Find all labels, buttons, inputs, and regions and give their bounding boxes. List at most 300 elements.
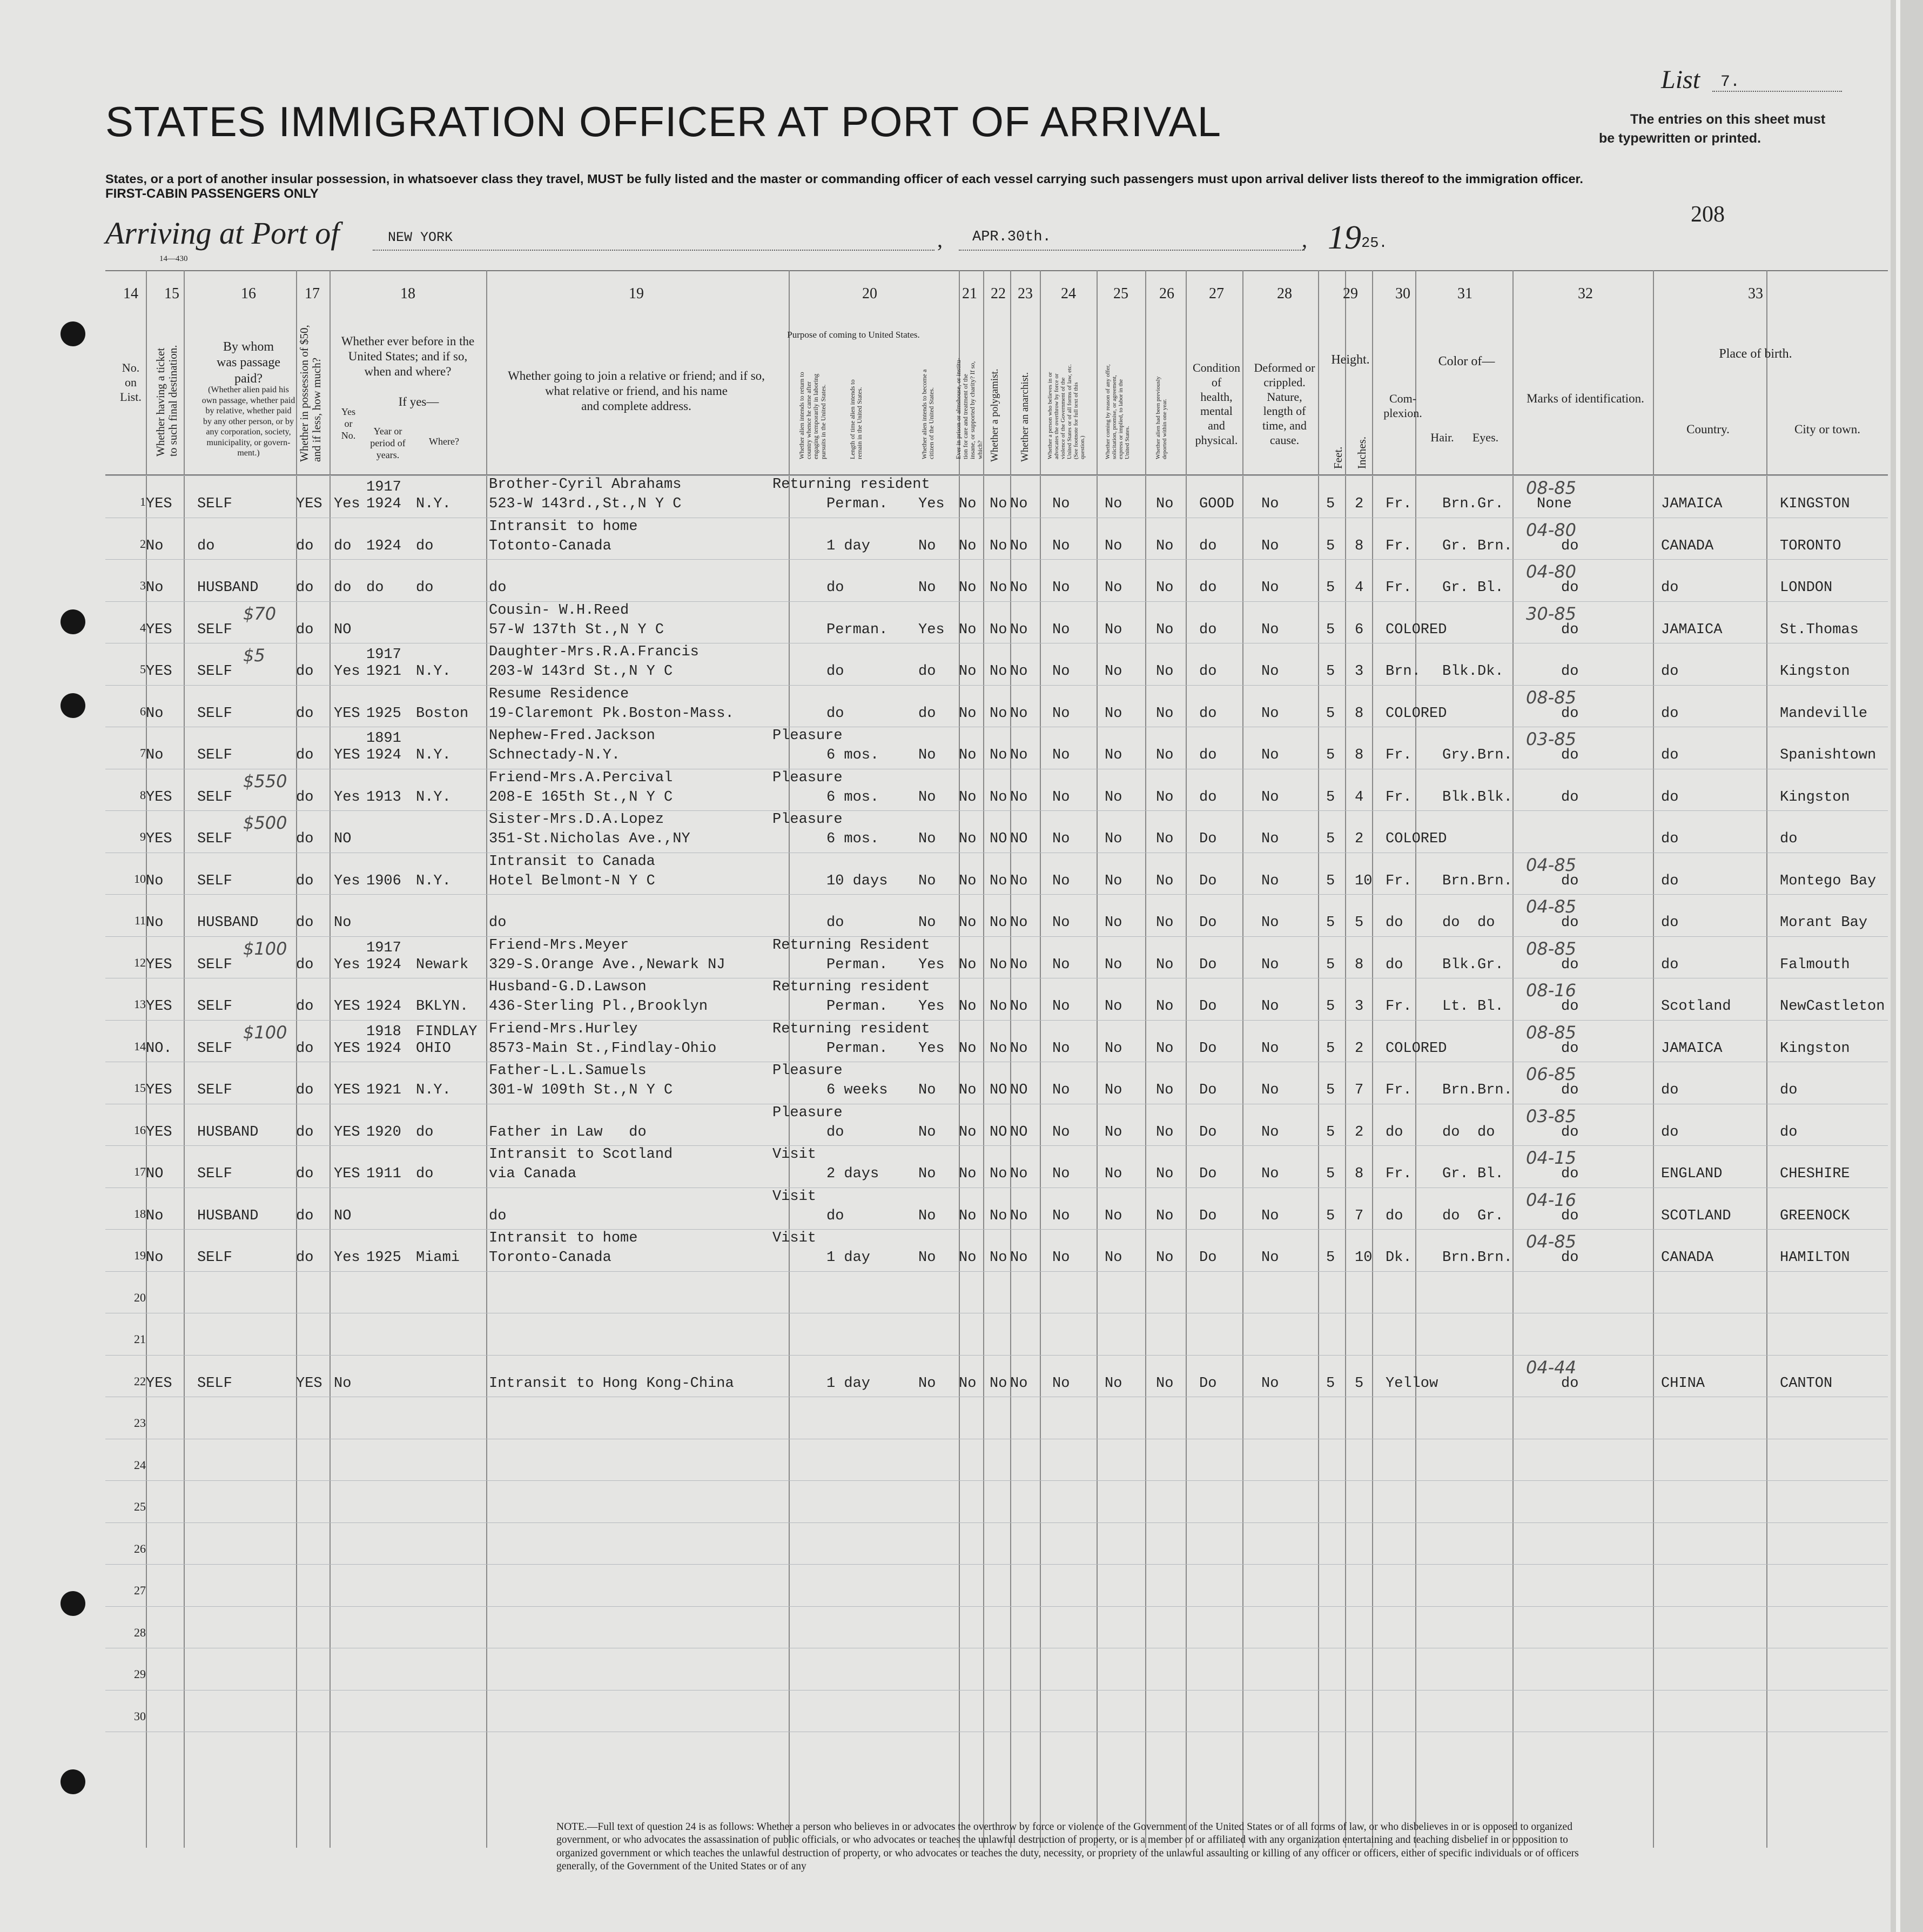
row-number: 18 — [134, 1206, 146, 1220]
handwritten-note: 08-16 — [1526, 980, 1576, 1001]
handwritten-note: $70 — [243, 603, 277, 624]
where-cell: N.Y. — [416, 747, 451, 763]
header-deported: Whether alien had been previously deported within one year. — [1155, 376, 1168, 459]
row-rule — [105, 936, 1888, 937]
polygamist-cell: NO — [990, 1082, 1007, 1098]
handwritten-note: 04-85 — [1526, 896, 1576, 917]
money-cell: do — [296, 1250, 314, 1266]
deported-cell: No — [1156, 1124, 1174, 1141]
money-cell: do — [296, 915, 314, 931]
column-rule — [1318, 270, 1319, 1848]
city-cell: Falmouth — [1780, 956, 1850, 973]
citizen-cell: Yes — [918, 621, 945, 638]
row-number: 11 — [134, 914, 146, 927]
row-number: 14 — [134, 1039, 146, 1053]
country-cell: CANADA — [1661, 538, 1714, 554]
where-cell: do — [416, 1124, 434, 1141]
citizen-cell: No — [918, 915, 936, 931]
city-cell: do — [1780, 1082, 1798, 1098]
ticket-cell: YES — [146, 496, 172, 512]
money-cell: do — [296, 1082, 314, 1098]
height-feet-cell: 5 — [1326, 1208, 1335, 1224]
health-cell: do — [1199, 538, 1217, 554]
relative-address-cell: 19-Claremont Pk.Boston-Mass. — [489, 705, 734, 722]
complexion-cell: COLORED — [1386, 1040, 1447, 1057]
prison-cell: No — [959, 831, 977, 847]
money-cell: do — [296, 998, 314, 1015]
country-cell: do — [1661, 789, 1679, 806]
row-number: 16 — [134, 1123, 146, 1137]
prison-cell: No — [959, 1375, 977, 1392]
height-inches-cell: 2 — [1355, 496, 1364, 512]
relative-address-cell: 329-S.Orange Ave.,Newark NJ — [489, 956, 725, 973]
deported-cell: No — [1156, 663, 1174, 680]
relative-address-cell: 351-St.Nicholas Ave.,NY — [489, 831, 690, 847]
header-eyes: Eyes. — [1472, 431, 1499, 444]
deported-cell: No — [1156, 1040, 1174, 1057]
question-24-cell: No — [1052, 538, 1070, 554]
port-value: NEW YORK — [388, 230, 453, 245]
handwritten-note: 04-15 — [1526, 1148, 1576, 1168]
prison-cell: No — [959, 621, 977, 638]
column-number: 20 — [862, 285, 877, 302]
relative-name-cell: Nephew-Fred.Jackson — [489, 728, 655, 744]
column-number: 30 — [1395, 285, 1410, 302]
punch-hole — [60, 693, 85, 718]
anarchist-cell: No — [1010, 998, 1028, 1015]
column-number: 26 — [1159, 285, 1174, 302]
anarchist-cell: No — [1010, 747, 1028, 763]
marks-cell: do — [1561, 747, 1579, 763]
where-cell: do — [416, 538, 434, 554]
health-cell: Do — [1199, 831, 1217, 847]
labor-offer-cell: No — [1105, 873, 1122, 889]
column-rule — [789, 270, 790, 1848]
polygamist-cell: No — [990, 998, 1007, 1015]
complexion-cell: Brn. — [1386, 663, 1421, 680]
length-of-stay-cell: do — [826, 663, 844, 680]
ever-before-cell: YES — [334, 1124, 360, 1141]
deformed-cell: No — [1261, 496, 1279, 512]
money-cell: YES — [296, 496, 322, 512]
marks-cell: do — [1561, 538, 1579, 554]
anarchist-cell: No — [1010, 580, 1028, 596]
eye-color-cell: Bl. — [1477, 998, 1504, 1015]
typewritten-notice-2: be typewritten or printed. — [1599, 131, 1761, 146]
relative-name-cell: Sister-Mrs.D.A.Lopez — [489, 811, 664, 828]
labor-offer-cell: No — [1105, 496, 1122, 512]
handwritten-note: 06-85 — [1526, 1064, 1576, 1084]
question-24-cell: No — [1052, 915, 1070, 931]
header-intends-return: Whether alien intends to return to country whence he came after engaging temporarily in laboring pursuits in the United States. — [798, 372, 827, 459]
height-inches-cell: 5 — [1355, 915, 1364, 931]
polygamist-cell: No — [990, 1040, 1007, 1057]
question-24-cell: No — [1052, 831, 1070, 847]
citizen-cell: do — [918, 705, 936, 722]
height-feet-cell: 5 — [1326, 663, 1335, 680]
relative-name-cell: Friend-Mrs.A.Percival — [489, 769, 673, 786]
row-rule — [105, 1522, 1888, 1523]
header-feet: Feet. — [1332, 446, 1344, 469]
years-cell: 1911 — [366, 1166, 401, 1182]
deformed-cell: No — [1261, 1375, 1279, 1392]
relative-address-cell: 523-W 143rd.,St.,N Y C — [489, 496, 682, 512]
marks-cell: do — [1561, 1375, 1579, 1392]
city-cell: Spanishtown — [1780, 747, 1877, 763]
polygamist-cell: No — [990, 1208, 1007, 1224]
column-number: 18 — [400, 285, 415, 302]
height-inches-cell: 2 — [1355, 1040, 1364, 1057]
page-edge — [1891, 0, 1923, 1932]
header-length-stay: Length of time alien intends to remain in the United States. — [849, 379, 864, 459]
relative-name-cell: Cousin- W.H.Reed — [489, 602, 629, 619]
length-of-stay-cell: do — [826, 1208, 844, 1224]
marks-cell: do — [1561, 873, 1579, 889]
deformed-cell: No — [1261, 998, 1279, 1015]
length-of-stay-cell: 1 day — [826, 1250, 871, 1266]
row-number: 12 — [134, 955, 146, 969]
year-suffix: 25. — [1361, 236, 1388, 252]
question-24-cell: No — [1052, 1250, 1070, 1266]
header-color-of: Color of— — [1438, 354, 1495, 368]
height-inches-cell: 10 — [1355, 1250, 1373, 1266]
question-24-cell: No — [1052, 747, 1070, 763]
where-cell: N.Y. — [416, 873, 451, 889]
height-inches-cell: 2 — [1355, 1124, 1364, 1141]
row-number: 27 — [134, 1584, 146, 1597]
column-number: 17 — [305, 285, 320, 302]
deported-cell: No — [1156, 1250, 1174, 1266]
handwritten-note: 08-85 — [1526, 687, 1576, 708]
marks-cell: do — [1561, 621, 1579, 638]
typewritten-notice: The entries on this sheet must — [1630, 112, 1826, 127]
header-passage-paid: By whom was passage paid? — [217, 340, 280, 386]
polygamist-cell: No — [990, 538, 1007, 554]
passage-paid-cell: HUSBAND — [197, 915, 259, 931]
anarchist-cell: No — [1010, 789, 1028, 806]
city-cell: Morant Bay — [1780, 915, 1868, 931]
ever-before-cell: NO — [334, 621, 352, 638]
money-cell: do — [296, 1208, 314, 1224]
row-number: 23 — [134, 1416, 146, 1430]
prison-cell: No — [959, 1124, 977, 1141]
citizen-cell: No — [918, 789, 936, 806]
money-cell: do — [296, 538, 314, 554]
handwritten-note: $5 — [243, 645, 265, 666]
prison-cell: No — [959, 873, 977, 889]
column-number: 28 — [1277, 285, 1292, 302]
hair-color-cell: Gry. — [1442, 747, 1477, 763]
ever-before-cell: YES — [334, 705, 360, 722]
relative-address-cell: Father in Law do — [489, 1124, 647, 1141]
question-24-cell: No — [1052, 663, 1070, 680]
prison-cell: No — [959, 1082, 977, 1098]
health-cell: do — [1199, 705, 1217, 722]
header-join-relative: Whether going to join a relative or friend; and if so, what relative or friend, and his name and complete address. — [508, 369, 765, 413]
hair-color-cell: Gr. — [1442, 1166, 1469, 1182]
header-labor-offer: Whether coming by reason of any offer, solicitation, promise, or agreement, express or implied, to labor in the United States. — [1105, 364, 1131, 459]
length-of-stay-cell: Perman. — [826, 956, 888, 973]
health-cell: Do — [1199, 1040, 1217, 1057]
ever-before-cell: Yes — [334, 663, 360, 680]
health-cell: Do — [1199, 1250, 1217, 1266]
relative-address-cell: do — [489, 915, 507, 931]
relative-address-cell: do — [489, 1208, 507, 1224]
eye-color-cell: Brn. — [1477, 873, 1512, 889]
date-dotted-line — [959, 250, 1305, 251]
relative-name-cell: Friend-Mrs.Hurley — [489, 1021, 638, 1037]
country-cell: do — [1661, 747, 1679, 763]
arrival-date: APR.30th. — [972, 229, 1051, 245]
purpose-cell: Visit — [772, 1230, 817, 1246]
question-24-cell: No — [1052, 580, 1070, 596]
passage-paid-cell: SELF — [197, 956, 232, 973]
anarchist-cell: No — [1010, 705, 1028, 722]
country-cell: Scotland — [1661, 998, 1731, 1015]
row-rule — [105, 894, 1888, 895]
row-number: 13 — [134, 997, 146, 1011]
citizen-cell: No — [918, 1250, 936, 1266]
relative-address-cell: 301-W 109th St.,N Y C — [489, 1082, 673, 1098]
deformed-cell: No — [1261, 956, 1279, 973]
money-cell: do — [296, 580, 314, 596]
relative-address-cell: Intransit to Hong Kong-China — [489, 1375, 734, 1392]
deformed-cell: No — [1261, 1040, 1279, 1057]
marks-cell: do — [1561, 1082, 1579, 1098]
row-rule — [105, 1606, 1888, 1607]
labor-offer-cell: No — [1105, 831, 1122, 847]
column-number: 31 — [1457, 285, 1472, 302]
passage-paid-cell: SELF — [197, 1250, 232, 1266]
purpose-cell: Visit — [772, 1146, 817, 1163]
row-number: 25 — [134, 1500, 146, 1513]
deported-cell: No — [1156, 621, 1174, 638]
ticket-cell: No — [146, 915, 164, 931]
hair-color-cell: do — [1442, 915, 1460, 931]
deformed-cell: No — [1261, 580, 1279, 596]
passage-paid-cell: SELF — [197, 663, 232, 680]
prison-cell: No — [959, 496, 977, 512]
header-hair: Hair. — [1430, 431, 1454, 444]
height-inches-cell: 8 — [1355, 956, 1364, 973]
relative-name-cell: Brother-Cyril Abrahams — [489, 477, 682, 493]
ticket-cell: YES — [146, 663, 172, 680]
hair-color-cell: Blk. — [1442, 663, 1477, 680]
citizen-cell: No — [918, 1124, 936, 1141]
purpose-cell: Returning resident — [772, 477, 930, 493]
citizen-cell: do — [918, 663, 936, 680]
deformed-cell: No — [1261, 1124, 1279, 1141]
handwritten-note: 04-16 — [1526, 1189, 1576, 1210]
country-cell: SCOTLAND — [1661, 1208, 1731, 1224]
city-cell: Kingston — [1780, 663, 1850, 680]
row-number: 22 — [134, 1374, 146, 1388]
year-prefix: 19 — [1328, 219, 1361, 256]
height-inches-cell: 4 — [1355, 580, 1364, 596]
years-cell: 1924 — [366, 998, 401, 1015]
ticket-cell: NO. — [146, 1040, 172, 1057]
country-cell: do — [1661, 873, 1679, 889]
column-rule — [1145, 270, 1146, 1848]
deported-cell: No — [1156, 705, 1174, 722]
deformed-cell: No — [1261, 1082, 1279, 1098]
deported-cell: No — [1156, 496, 1174, 512]
relative-address-cell: via Canada — [489, 1166, 577, 1182]
eye-color-cell: Gr. — [1477, 956, 1504, 973]
row-number: 5 — [140, 662, 146, 676]
column-number: 29 — [1343, 285, 1358, 302]
ticket-cell: YES — [146, 956, 172, 973]
header-ever-before: Whether ever before in the United States; and if so, when and where? — [341, 334, 475, 379]
length-of-stay-cell: 6 mos. — [826, 789, 879, 806]
punch-hole — [60, 1591, 85, 1616]
hair-color-cell: Brn. — [1442, 496, 1477, 512]
money-cell: do — [296, 1166, 314, 1182]
relative-address-cell: Hotel Belmont-N Y C — [489, 873, 655, 889]
marks-cell: do — [1561, 705, 1579, 722]
ever-before-cell: Yes — [334, 873, 360, 889]
country-cell: do — [1661, 705, 1679, 722]
column-rule — [1653, 270, 1654, 1848]
where-cell: Boston — [416, 705, 469, 722]
years-cell: 1918 1924 — [366, 1023, 401, 1057]
row-number: 10 — [134, 871, 146, 886]
city-cell: do — [1780, 1124, 1798, 1141]
country-cell: JAMAICA — [1661, 621, 1723, 638]
deported-cell: No — [1156, 998, 1174, 1015]
ever-before-cell: YES — [334, 747, 360, 763]
row-rule — [105, 1480, 1888, 1481]
row-rule — [105, 685, 1888, 686]
polygamist-cell: No — [990, 621, 1007, 638]
years-cell: do — [366, 580, 384, 596]
citizen-cell: Yes — [918, 496, 945, 512]
relative-address-cell: 57-W 137th St.,N Y C — [489, 621, 664, 638]
deformed-cell: No — [1261, 831, 1279, 847]
row-number: 29 — [134, 1667, 146, 1681]
instructions-line: States, or a port of another insular possession, in whatsoever class they travel, MUST be fully listed and the master or commanding officer of each vessel carrying such passengers must upon arrival deliver lists thereof to the immigration officer. — [105, 172, 1583, 186]
deformed-cell: No — [1261, 915, 1279, 931]
hair-color-cell: do — [1442, 1124, 1460, 1141]
money-cell: do — [296, 1124, 314, 1141]
eye-color-cell: do — [1477, 915, 1495, 931]
prison-cell: No — [959, 538, 977, 554]
column-number: 14 — [123, 285, 138, 302]
relative-address-cell: Totonto-Canada — [489, 538, 611, 554]
ever-before-cell: do — [334, 538, 352, 554]
marks-cell: do — [1561, 789, 1579, 806]
deformed-cell: No — [1261, 705, 1279, 722]
eye-color-cell: Brn. — [1477, 1250, 1512, 1266]
page-title: STATES IMMIGRATION OFFICER AT PORT OF ARRIVAL — [105, 98, 1222, 145]
height-feet-cell: 5 — [1326, 1166, 1335, 1182]
prison-cell: No — [959, 998, 977, 1015]
complexion-cell: Fr. — [1386, 873, 1412, 889]
header-height: Height. — [1331, 353, 1370, 367]
years-cell: 1925 — [366, 1250, 401, 1266]
question-24-cell: No — [1052, 1124, 1070, 1141]
city-cell: Kingston — [1780, 1040, 1850, 1057]
ticket-cell: No — [146, 580, 164, 596]
complexion-cell: Fr. — [1386, 1166, 1412, 1182]
deported-cell: No — [1156, 831, 1174, 847]
hair-color-cell: Blk. — [1442, 956, 1477, 973]
passage-paid-cell: HUSBAND — [197, 1208, 259, 1224]
relative-address-cell: 436-Sterling Pl.,Brooklyn — [489, 998, 708, 1015]
health-cell: Do — [1199, 1208, 1217, 1224]
row-number: 7 — [140, 746, 146, 760]
column-number: 24 — [1061, 285, 1076, 302]
header-purpose: Purpose of coming to United States. — [787, 330, 920, 340]
polygamist-cell: No — [990, 789, 1007, 806]
years-cell: 1920 — [366, 1124, 401, 1141]
height-feet-cell: 5 — [1326, 789, 1335, 806]
relative-name-cell: Daughter-Mrs.R.A.Francis — [489, 644, 699, 660]
eye-color-cell: Dk. — [1477, 663, 1504, 680]
deformed-cell: No — [1261, 1250, 1279, 1266]
row-rule — [105, 1355, 1888, 1356]
length-of-stay-cell: 10 days — [826, 873, 888, 889]
prison-cell: No — [959, 747, 977, 763]
deported-cell: No — [1156, 1208, 1174, 1224]
height-feet-cell: 5 — [1326, 1375, 1335, 1392]
comma: , — [1302, 227, 1307, 252]
passage-paid-cell: SELF — [197, 1166, 232, 1182]
header-citizen: Whether alien intends to become a citizen of the United States. — [920, 369, 936, 459]
anarchist-cell: No — [1010, 621, 1028, 638]
where-cell: Miami — [416, 1250, 460, 1266]
anarchist-cell: No — [1010, 663, 1028, 680]
anarchist-cell: No — [1010, 1250, 1028, 1266]
length-of-stay-cell: do — [826, 1124, 844, 1141]
relative-name-cell: Father-L.L.Samuels — [489, 1063, 647, 1079]
deformed-cell: No — [1261, 873, 1279, 889]
hair-color-cell: Blk. — [1442, 789, 1477, 806]
height-feet-cell: 5 — [1326, 496, 1335, 512]
years-cell: 1917 1924 — [366, 940, 401, 973]
prison-cell: No — [959, 1040, 977, 1057]
anarchist-cell: NO — [1010, 1124, 1028, 1141]
marks-cell: do — [1561, 1124, 1579, 1141]
height-inches-cell: 8 — [1355, 538, 1364, 554]
relative-address-cell: Schnectady-N.Y. — [489, 747, 621, 763]
complexion-cell: Fr. — [1386, 580, 1412, 596]
ever-before-cell: YES — [334, 1082, 360, 1098]
labor-offer-cell: No — [1105, 538, 1122, 554]
passage-paid-cell: SELF — [197, 621, 232, 638]
ticket-cell: No — [146, 1250, 164, 1266]
labor-offer-cell: No — [1105, 580, 1122, 596]
where-cell: N.Y. — [416, 496, 451, 512]
hair-color-cell: Brn. — [1442, 1250, 1477, 1266]
polygamist-cell: No — [990, 1375, 1007, 1392]
money-cell: do — [296, 1040, 314, 1057]
deported-cell: No — [1156, 873, 1174, 889]
city-cell: Mandeville — [1780, 705, 1868, 722]
question-24-cell: No — [1052, 956, 1070, 973]
money-cell: do — [296, 789, 314, 806]
citizen-cell: Yes — [918, 956, 945, 973]
form-number: 14—430 — [159, 254, 188, 263]
column-rule — [1512, 270, 1514, 1848]
height-feet-cell: 5 — [1326, 831, 1335, 847]
marks-cell: do — [1561, 580, 1579, 596]
passage-paid-cell: SELF — [197, 1082, 232, 1098]
anarchist-cell: No — [1010, 1375, 1028, 1392]
height-inches-cell: 3 — [1355, 663, 1364, 680]
eye-color-cell: Brn. — [1477, 1082, 1512, 1098]
purpose-cell: Pleasure — [772, 1063, 843, 1079]
